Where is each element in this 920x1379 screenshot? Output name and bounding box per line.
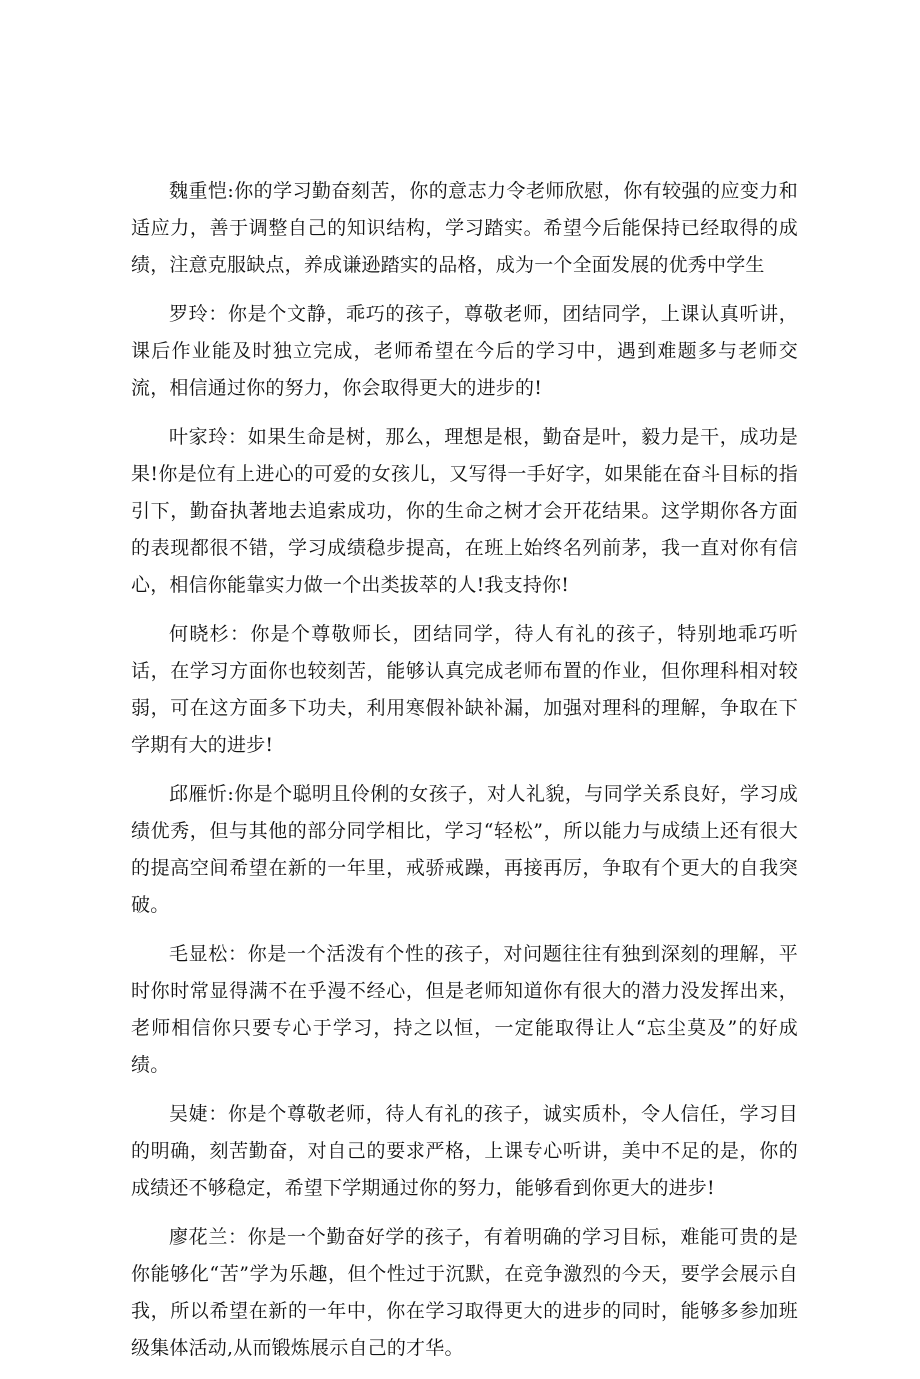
student-name: 邱雁忻 [169,783,228,805]
comment-text: 你是一个勤奋好学的孩子，有着明确的学习目标，难能可贵的是你能够化“苦”学为乐趣，但个性过于沉默，在竞争激烈的今天，要学会展示自我，所以希望在新的一年中，你在学习取得更大的进步的同时，能够多参加班级集体活动,从而锻炼展示自己的才华。 [131,1226,798,1359]
comments-body [131,173,798,1379]
comment-text: 你是个文静，乖巧的孩子，尊敬老师，团结同学，上课认真听讲，课后作业能及时独立完成，老师希望在今后的学习中，遇到难题多与老师交流，相信通过你的努力，你会取得更大的进步的! [131,303,798,399]
name-separator: : [227,783,234,805]
comment-paragraph [131,936,798,1084]
student-name: 魏重恺 [169,180,228,202]
comment-text: 你是一个活泼有个性的孩子，对问题往往有独到深刻的理解，平时你时常显得满不在乎漫不经心，但是老师知道你有很大的潜力没发挥出来，老师相信你只要专心于学习，持之以恒，一定能取得让人“忘尘莫及”的好成绩。 [131,943,798,1076]
student-name: 叶家玲 [169,426,229,448]
comment-paragraph [131,296,798,407]
name-separator: ： [228,943,248,965]
name-separator: ： [229,623,251,645]
comment-paragraph [131,419,798,604]
student-name: 吴婕 [169,1103,209,1125]
comment-text: 你是个聪明且伶俐的女孩子，对人礼貌，与同学关系良好，学习成绩优秀，但与其他的部分同学相比，学习“轻松”，所以能力与成绩上还有很大的提高空间希望在新的一年里，戒骄戒躁，再接再厉，争取有个更大的自我突破。 [131,783,798,916]
student-name: 何晓杉 [169,623,230,645]
comment-paragraph [131,1219,798,1367]
student-name: 罗玲 [169,303,209,325]
comment-paragraph [131,616,798,764]
student-name: 毛显松 [169,943,229,965]
comment-text: 如果生命是树，那么，理想是根，勤奋是叶，毅力是干，成功是果!你是位有上进心的可爱的女孩儿，又写得一手好字，如果能在奋斗目标的指引下，勤奋执著地去追索成功，你的生命之树才会开花结果。这学期你各方面的表现都很不错，学习成绩稳步提高，在班上始终名列前茅，我一直对你有信心，相信你能靠实力做一个出类拔萃的人!我支持你! [131,426,798,596]
comment-text: 你是个尊敬老师，待人有礼的孩子，诚实质朴，令人信任，学习目的明确，刻苦勤奋，对自己的要求严格，上课专心听讲，美中不足的是，你的成绩还不够稳定，希望下学期通过你的努力，能够看到你更大的进步! [131,1103,798,1199]
name-separator: ： [208,1103,229,1125]
comment-paragraph [131,1096,798,1207]
comment-paragraph [131,776,798,924]
name-separator: ： [208,303,229,325]
name-separator: ： [228,1226,248,1248]
name-separator: : [227,180,234,202]
comment-paragraph [131,173,798,284]
comment-text: 你是个尊敬师长，团结同学，待人有礼的孩子，特别地乖巧听话，在学习方面你也较刻苦，能够认真完成老师布置的作业，但你理科相对较弱，可在这方面多下功夫，利用寒假补缺补漏，加强对理科的理解，争取在下学期有大的进步! [131,623,798,756]
comment-text: 你的学习勤奋刻苦，你的意志力令老师欣慰，你有较强的应变力和适应力，善于调整自己的知识结构，学习踏实。希望今后能保持已经取得的成绩，注意克服缺点，养成谦逊踏实的品格，成为一个全面发展的优秀中学生 [131,180,798,276]
name-separator: ： [228,426,248,448]
student-name: 廖花兰 [169,1226,229,1248]
